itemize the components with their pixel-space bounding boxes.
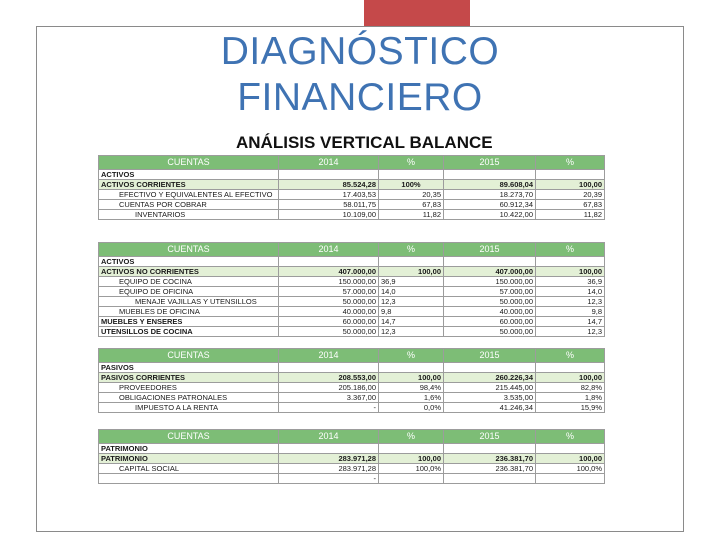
cell-pct-2014: [379, 257, 444, 267]
cell-pct-2015: 12,3: [536, 297, 605, 307]
header-pct-2015: %: [536, 349, 605, 363]
table-patrimonio: [98, 429, 605, 484]
cell-2014: -: [279, 403, 379, 413]
cell-pct-2014: [379, 363, 444, 373]
cell-pct-2014: 11,82: [379, 210, 444, 220]
header-2014: 2014: [279, 156, 379, 170]
cell-2014: 50.000,00: [279, 327, 379, 337]
header-pct-2015: %: [536, 430, 605, 444]
cell-2015: 89.608,04: [444, 180, 536, 190]
header-pct-2015: %: [536, 156, 605, 170]
table-row: [99, 464, 605, 474]
header-cuentas: CUENTAS: [99, 243, 279, 257]
table-row: [99, 287, 605, 297]
header-pct-2014: %: [379, 430, 444, 444]
header-2014: 2014: [279, 243, 379, 257]
table-row: [99, 474, 605, 484]
cell-2014: 57.000,00: [279, 287, 379, 297]
header-pct-2014: %: [379, 156, 444, 170]
table-row: [99, 327, 605, 337]
cell-2014: 60.000,00: [279, 317, 379, 327]
row-label: PROVEEDORES: [99, 383, 279, 393]
header-2014: 2014: [279, 349, 379, 363]
cell-pct-2015: [536, 363, 605, 373]
row-label: EFECTIVO Y EQUIVALENTES AL EFECTIVO: [99, 190, 279, 200]
row-label: CAPITAL SOCIAL: [99, 464, 279, 474]
cell-2015: 40.000,00: [444, 307, 536, 317]
cell-pct-2014: 0,0%: [379, 403, 444, 413]
table-header-row: [99, 349, 605, 363]
cell-2015: 10.422,00: [444, 210, 536, 220]
cell-2015: 3.535,00: [444, 393, 536, 403]
slide-title-line1: DIAGNÓSTICO: [220, 30, 500, 73]
cell-2015: [444, 444, 536, 454]
cell-pct-2014: 12,3: [379, 327, 444, 337]
table-row: [99, 403, 605, 413]
row-label: PASIVOS CORRIENTES: [99, 373, 279, 383]
cell-pct-2015: 100,00: [536, 373, 605, 383]
cell-pct-2015: 100,00: [536, 267, 605, 277]
row-label: EQUIPO DE COCINA: [99, 277, 279, 287]
row-label: MUEBLES DE OFICINA: [99, 307, 279, 317]
row-label: PATRIMONIO: [99, 444, 279, 454]
cell-pct-2015: 100,0%: [536, 464, 605, 474]
cell-pct-2014: [379, 474, 444, 484]
row-label: ACTIVOS CORRIENTES: [99, 180, 279, 190]
table-row: [99, 373, 605, 383]
table-row: [99, 383, 605, 393]
cell-pct-2015: 14,0: [536, 287, 605, 297]
header-2015: 2015: [444, 243, 536, 257]
cell-pct-2015: [536, 257, 605, 267]
row-label: [99, 474, 279, 484]
cell-pct-2014: 14,7: [379, 317, 444, 327]
cell-2015: 407.000,00: [444, 267, 536, 277]
table-row: [99, 277, 605, 287]
cell-2015: 260.226,34: [444, 373, 536, 383]
cell-pct-2014: 100,00: [379, 454, 444, 464]
row-label: CUENTAS POR COBRAR: [99, 200, 279, 210]
cell-2015: 50.000,00: [444, 327, 536, 337]
cell-pct-2015: [536, 444, 605, 454]
cell-2015: [444, 257, 536, 267]
table-activos-no-corrientes: [98, 242, 605, 337]
row-label: EQUIPO DE OFICINA: [99, 287, 279, 297]
row-label: PATRIMONIO: [99, 454, 279, 464]
row-label: ACTIVOS: [99, 257, 279, 267]
cell-2014: 150.000,00: [279, 277, 379, 287]
table-row: [99, 257, 605, 267]
cell-pct-2014: 9,8: [379, 307, 444, 317]
cell-pct-2015: 36,9: [536, 277, 605, 287]
slide-title-line2: FINANCIERO: [237, 76, 483, 119]
cell-2015: 150.000,00: [444, 277, 536, 287]
row-label: MUEBLES Y ENSERES: [99, 317, 279, 327]
table-row: [99, 317, 605, 327]
table-row: [99, 297, 605, 307]
cell-pct-2014: 14,0: [379, 287, 444, 297]
table-header-row: [99, 430, 605, 444]
cell-pct-2015: 100,00: [536, 454, 605, 464]
cell-2014: 58.011,75: [279, 200, 379, 210]
table-row: [99, 190, 605, 200]
cell-pct-2015: 100,00: [536, 180, 605, 190]
cell-pct-2015: 12,3: [536, 327, 605, 337]
cell-2015: [444, 474, 536, 484]
cell-pct-2014: 20,35: [379, 190, 444, 200]
header-pct-2014: %: [379, 243, 444, 257]
row-label: PASIVOS: [99, 363, 279, 373]
cell-pct-2015: 9,8: [536, 307, 605, 317]
cell-2014: 10.109,00: [279, 210, 379, 220]
header-2015: 2015: [444, 156, 536, 170]
table-row: [99, 363, 605, 373]
cell-2014: 205.186,00: [279, 383, 379, 393]
header-2015: 2015: [444, 349, 536, 363]
header-pct-2015: %: [536, 243, 605, 257]
cell-pct-2014: 1,6%: [379, 393, 444, 403]
row-label: OBLIGACIONES PATRONALES: [99, 393, 279, 403]
cell-2014: 283.971,28: [279, 464, 379, 474]
cell-2014: 50.000,00: [279, 297, 379, 307]
cell-pct-2014: 67,83: [379, 200, 444, 210]
cell-2015: 215.445,00: [444, 383, 536, 393]
cell-2014: [279, 170, 379, 180]
cell-pct-2014: 36,9: [379, 277, 444, 287]
cell-2014: [279, 257, 379, 267]
row-label: INVENTARIOS: [99, 210, 279, 220]
header-cuentas: CUENTAS: [99, 349, 279, 363]
cell-2014: 3.367,00: [279, 393, 379, 403]
cell-pct-2014: 98,4%: [379, 383, 444, 393]
slide-subtitle: ANÁLISIS VERTICAL BALANCE: [236, 133, 493, 152]
table-header-row: [99, 243, 605, 257]
cell-2015: [444, 170, 536, 180]
table-row: [99, 454, 605, 464]
cell-2015: 60.000,00: [444, 317, 536, 327]
table-header-row: [99, 156, 605, 170]
table-pasivos: [98, 348, 605, 413]
cell-2014: 17.403,53: [279, 190, 379, 200]
row-label: ACTIVOS: [99, 170, 279, 180]
table-row: [99, 180, 605, 190]
cell-pct-2015: 67,83: [536, 200, 605, 210]
row-label: IMPUESTO A LA RENTA: [99, 403, 279, 413]
table-row: [99, 307, 605, 317]
cell-2014: 407.000,00: [279, 267, 379, 277]
cell-pct-2014: 100,0%: [379, 464, 444, 474]
cell-pct-2014: [379, 444, 444, 454]
table-row: [99, 200, 605, 210]
cell-pct-2014: 100,00: [379, 373, 444, 383]
header-2015: 2015: [444, 430, 536, 444]
cell-pct-2015: [536, 474, 605, 484]
table-row: [99, 393, 605, 403]
cell-2014: 85.524,28: [279, 180, 379, 190]
cell-2014: [279, 444, 379, 454]
cell-pct-2015: [536, 170, 605, 180]
cell-pct-2015: 15,9%: [536, 403, 605, 413]
table-row: [99, 210, 605, 220]
cell-2014: [279, 363, 379, 373]
cell-2014: 40.000,00: [279, 307, 379, 317]
cell-2014: -: [279, 474, 379, 484]
cell-pct-2015: 11,82: [536, 210, 605, 220]
cell-pct-2014: 100,00: [379, 267, 444, 277]
table-row: [99, 444, 605, 454]
cell-2015: 18.273,70: [444, 190, 536, 200]
header-2014: 2014: [279, 430, 379, 444]
cell-2015: 50.000,00: [444, 297, 536, 307]
table-row: [99, 267, 605, 277]
cell-2015: [444, 363, 536, 373]
cell-pct-2015: 82,8%: [536, 383, 605, 393]
cell-2015: 60.912,34: [444, 200, 536, 210]
cell-pct-2015: 20,39: [536, 190, 605, 200]
cell-2015: 57.000,00: [444, 287, 536, 297]
cell-pct-2015: 14,7: [536, 317, 605, 327]
cell-pct-2014: 12,3: [379, 297, 444, 307]
table-activos-corrientes: [98, 155, 605, 220]
cell-2015: 236.381,70: [444, 454, 536, 464]
cell-2014: 283.971,28: [279, 454, 379, 464]
cell-2014: 208.553,00: [279, 373, 379, 383]
row-label: UTENSILLOS DE COCINA: [99, 327, 279, 337]
header-cuentas: CUENTAS: [99, 430, 279, 444]
cell-pct-2014: [379, 170, 444, 180]
cell-pct-2014: 100%: [379, 180, 444, 190]
header-cuentas: CUENTAS: [99, 156, 279, 170]
table-row: [99, 170, 605, 180]
row-label: ACTIVOS NO CORRIENTES: [99, 267, 279, 277]
cell-2015: 236.381,70: [444, 464, 536, 474]
cell-pct-2015: 1,8%: [536, 393, 605, 403]
header-pct-2014: %: [379, 349, 444, 363]
cell-2015: 41.246,34: [444, 403, 536, 413]
row-label: MENAJE VAJILLAS Y UTENSILLOS: [99, 297, 279, 307]
